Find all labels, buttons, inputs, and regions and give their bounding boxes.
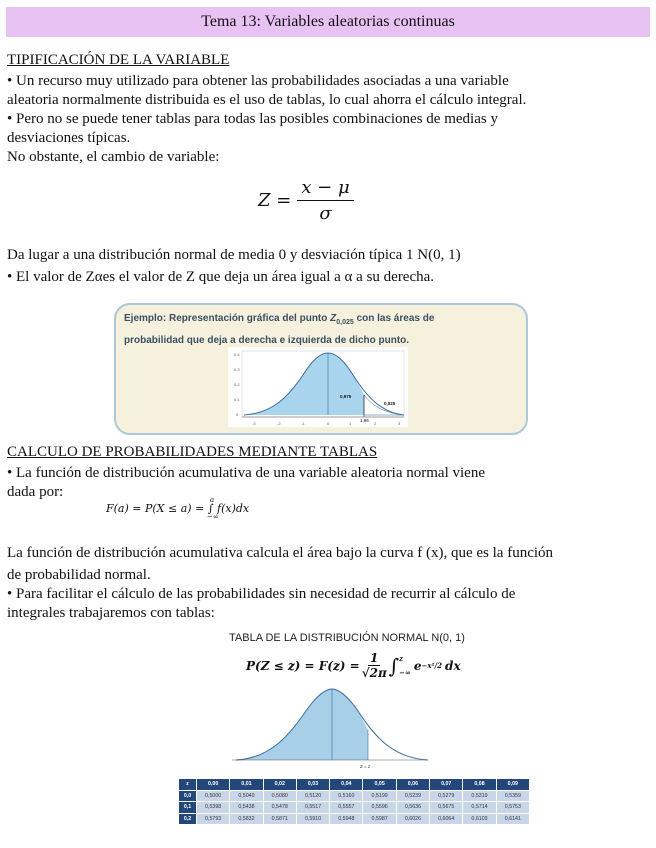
x-tick-label: 2: [374, 421, 377, 426]
table-cell: 0,6103: [463, 813, 496, 825]
example-z-subscript: 0,025: [336, 319, 354, 326]
paragraph-line: • El valor de Zαes el valor de Z que deja un área igual a α a su derecha.: [7, 269, 435, 285]
integral-sign: ∫: [388, 653, 400, 678]
paragraph-line: integrales trabajaremos con tablas:: [7, 605, 215, 621]
table-cell: 0,5160: [330, 790, 363, 802]
cdf-formula-upper: a: [210, 496, 215, 504]
exp-base: e: [413, 658, 422, 673]
table-header-row: [179, 779, 530, 791]
formula-dx: dx: [445, 658, 461, 673]
table-cell: 0,5199: [363, 790, 396, 802]
x-axis-ticks: [252, 421, 401, 426]
right-area-label: 0,025: [384, 401, 396, 406]
column-header: 0,06: [396, 779, 429, 791]
x-tick-label: -2: [277, 421, 281, 426]
table-cell: 0,5871: [263, 813, 296, 825]
normal-table-title: TABLA DE LA DISTRIBUCIÓN NORMAL N(0, 1): [229, 632, 465, 644]
coef-numerator: 1: [370, 651, 379, 665]
table-cell: 0,5793: [197, 813, 230, 825]
y-tick-label: 0: [236, 412, 239, 417]
table-cell: 0,5596: [363, 802, 396, 814]
cdf-formula-main: F(a) = P(X ≤ a) = ∫ f(x)dx: [106, 502, 250, 515]
paragraph-line: • Para facilitar el cálculo de las probabilidades sin necesidad de recurrir al cálculo de: [7, 586, 516, 602]
column-header: 0,08: [463, 779, 496, 791]
table-cell: 0,5398: [197, 802, 230, 814]
table-cell: 0,5239: [396, 790, 429, 802]
table-cell: 0,5987: [363, 813, 396, 825]
paragraph-line: desviaciones típicas.: [7, 130, 131, 146]
example-caption-suffix: con las áreas de: [353, 313, 435, 324]
table-cell: 0,5438: [230, 802, 263, 814]
table-cell: 0,5120: [296, 790, 329, 802]
page-title: Tema 13: Variables aleatorias continuas: [201, 13, 455, 30]
formula-lhs: Z =: [258, 190, 292, 211]
normal-curve-chart-table: [232, 686, 428, 772]
x-tick-label: 3: [398, 421, 401, 426]
z-point-label: 1,96: [360, 418, 369, 423]
table-cell: 0,5910: [296, 813, 329, 825]
standardization-formula: [258, 177, 354, 224]
table-cell: 0,5359: [496, 790, 529, 802]
formula-coefficient: [362, 651, 387, 680]
formula-lhs: P(Z ≤ z) = F(z) =: [246, 658, 360, 673]
coef-denominator: √2π: [361, 666, 387, 680]
cdf-formula: [106, 496, 250, 521]
example-caption-line2: probabilidad que deja a derecha e izquierda de dicho punto.: [124, 335, 410, 346]
column-header: z: [179, 779, 197, 791]
x-tick-label: -1: [301, 421, 305, 426]
table-row: [179, 790, 530, 802]
column-header: 0,07: [430, 779, 463, 791]
example-caption-prefix: Ejemplo: Representación gráfica del punto: [124, 313, 331, 324]
table-cell: 0,5319: [463, 790, 496, 802]
integral-upper: z: [399, 653, 404, 663]
column-header: 0,05: [363, 779, 396, 791]
x-tick-label: 0: [327, 421, 330, 426]
left-area-fill: [244, 353, 364, 415]
formula-fraction: [297, 177, 353, 224]
table-cell: 0,5832: [230, 813, 263, 825]
table-cell: 0,5040: [230, 790, 263, 802]
table-cell: 0,5753: [496, 802, 529, 814]
table-row: [179, 813, 530, 825]
formula-denominator: σ: [319, 203, 332, 224]
table-cell: 0,5714: [463, 802, 496, 814]
exponent: −x²/2: [421, 661, 443, 670]
paragraph-line: No obstante, el cambio de variable:: [7, 149, 220, 165]
table-cell: 0,5517: [296, 802, 329, 814]
row-header: 0,2: [179, 813, 197, 825]
paragraph-line: aleatoria normalmente distribuida es el uso de tablas, lo cual ahorra el cálculo integral.: [7, 92, 527, 108]
y-tick-label: 0.1: [234, 397, 240, 402]
table-cell: 0,5675: [430, 802, 463, 814]
table-cell: 0,5636: [396, 802, 429, 814]
table-cell: 0,6141: [496, 813, 529, 825]
column-header: 0,04: [330, 779, 363, 791]
formula-numerator: x − μ: [297, 177, 353, 201]
integral-limits: [399, 652, 411, 680]
normal-distribution-table: [178, 778, 530, 825]
table-cell: 0,5000: [197, 790, 230, 802]
paragraph-line: Da lugar a una distribución normal de media 0 y desviación típica 1 N(0, 1): [7, 247, 461, 263]
column-header: 0,09: [496, 779, 529, 791]
table-cell: 0,6064: [430, 813, 463, 825]
row-header: 0,0: [179, 790, 197, 802]
table-cell: 0,5279: [430, 790, 463, 802]
cdf-formula-lower: −∞: [207, 513, 219, 521]
table-cell: 0,5080: [263, 790, 296, 802]
normal-table-formula: [246, 651, 461, 680]
row-header: 0,1: [179, 802, 197, 814]
paragraph-line: • La función de distribución acumulativa de una variable aleatoria normal viene: [7, 465, 485, 481]
table-cell: 0,6026: [396, 813, 429, 825]
column-header: 0,03: [296, 779, 329, 791]
integral-lower: −∞: [399, 667, 411, 677]
curve-point-label: Z = z: [360, 764, 371, 769]
y-tick-label: 0.3: [234, 367, 240, 372]
left-area-label: 0,975: [340, 394, 352, 399]
example-caption-line1: [124, 310, 434, 332]
example-z-symbol: Z: [330, 313, 337, 324]
table-cell: 0,5557: [330, 802, 363, 814]
paragraph-line: de probabilidad normal.: [7, 567, 151, 583]
normal-curve-chart-example: [228, 347, 408, 427]
y-tick-label: 0.2: [234, 382, 240, 387]
column-header: 0,01: [230, 779, 263, 791]
cumulative-area-fill: [236, 689, 368, 760]
section-heading-calculo: CALCULO DE PROBABILIDADES MEDIANTE TABLAS: [7, 444, 378, 460]
y-axis-ticks: [234, 352, 240, 417]
paragraph-line: La función de distribución acumulativa calcula el área bajo la curva f (x), que es la función: [7, 545, 554, 561]
paragraph-line: dada por:: [7, 484, 64, 500]
x-tick-label: -3: [252, 421, 256, 426]
page-title-bar: [6, 7, 650, 37]
example-caption: [124, 310, 434, 350]
paragraph-line: • Pero no se puede tener tablas para todas las posibles combinaciones de medias y: [7, 111, 498, 127]
column-header: 0,00: [197, 779, 230, 791]
x-tick-label: 1: [349, 421, 352, 426]
y-tick-label: 0.4: [234, 352, 240, 357]
table-row: [179, 802, 530, 814]
section-heading-tipificacion: TIPIFICACIÓN DE LA VARIABLE: [7, 52, 230, 68]
column-header: 0,02: [263, 779, 296, 791]
paragraph-line: • Un recurso muy utilizado para obtener las probabilidades asociadas a una variable: [7, 73, 509, 89]
table-cell: 0,5478: [263, 802, 296, 814]
table-cell: 0,5948: [330, 813, 363, 825]
